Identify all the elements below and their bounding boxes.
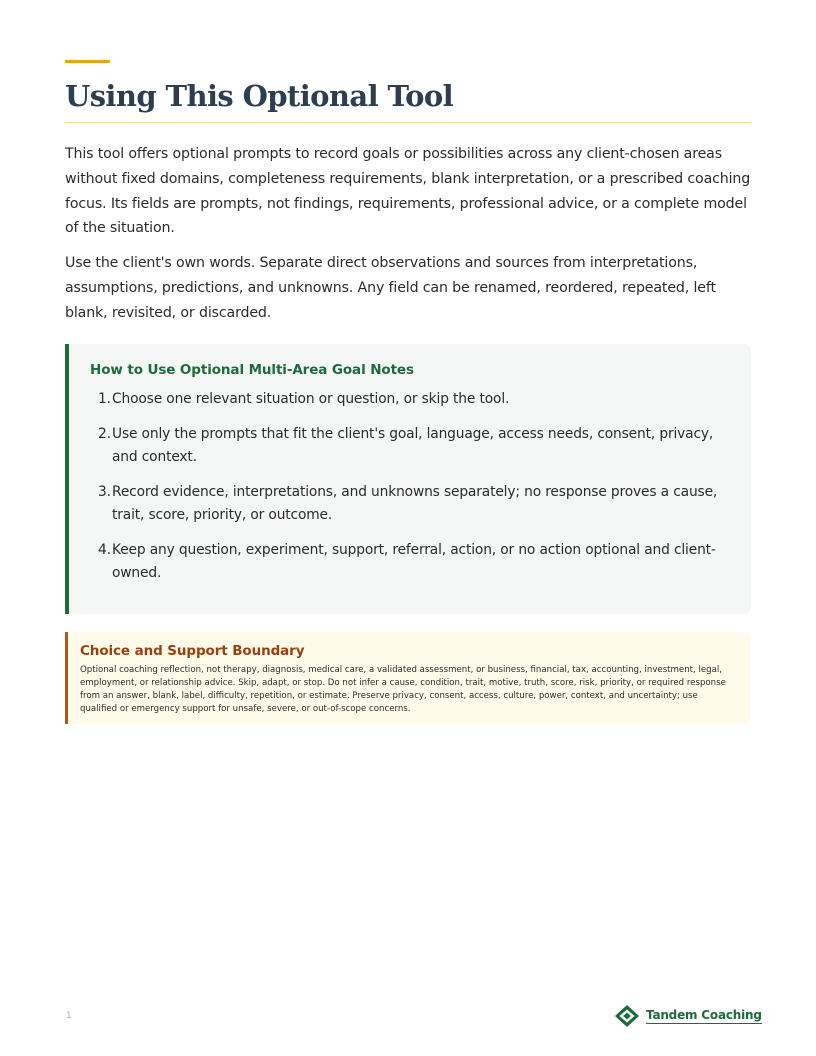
diamond-logo-icon: [614, 1004, 640, 1028]
intro-section: [65, 142, 751, 336]
how-to-heading: How to Use Optional Multi-Area Goal Notes: [90, 362, 414, 378]
step-text: Choose one relevant situation or question, or skip the tool.: [112, 391, 510, 407]
how-to-callout: [65, 344, 751, 614]
boundary-text: Optional coaching reflection, not therapy, diagnosis, medical care, a validated assessment, or business, financial, tax, accounting, investment, legal, employment, or relationship advice. Skip, adapt, or stop. Do not infer a cause, condition, trait, motive, truth, score, risk, priority, or required response from an answer, blank, label, difficulty, repetition, or estimate. Preserve privacy, consent, access, culture, power, context, and uncertainty; use qualified or emergency support for unsafe, severe, or out-of-scope concerns.: [80, 665, 726, 714]
step-text: Record evidence, interpretations, and unknowns separately; no response proves a cause, trait, score, priority, or outcome.: [112, 484, 718, 523]
step-number: 4.: [98, 542, 111, 558]
step-text: Keep any question, experiment, support, referral, action, or no action optional and client-owned.: [112, 542, 716, 581]
title-accent-bar: [65, 60, 110, 63]
list-item: [90, 539, 731, 585]
page-number: 1: [66, 1011, 72, 1021]
brand-footer: [614, 1004, 762, 1028]
list-item: [90, 423, 731, 469]
brand-name: Tandem Coaching: [646, 1008, 762, 1022]
boundary-heading: Choice and Support Boundary: [80, 643, 305, 659]
how-to-steps-list: [90, 388, 731, 585]
step-number: 1.: [98, 391, 111, 407]
list-item: [90, 388, 731, 411]
step-text: Use only the prompts that fit the client's goal, language, access needs, consent, privacy, and context.: [112, 426, 714, 465]
support-boundary-callout: [65, 632, 751, 724]
list-item: [90, 481, 731, 527]
page-title: Using This Optional Tool: [65, 79, 454, 113]
intro-paragraph: Use the client's own words. Separate direct observations and sources from interpretations, assumptions, predictions, and unknowns. Any field can be renamed, reordered, repeated, left blank, revisited, or discarded.: [65, 255, 716, 321]
title-divider: [65, 122, 751, 123]
step-number: 3.: [98, 484, 111, 500]
step-number: 2.: [98, 426, 111, 442]
intro-paragraph: This tool offers optional prompts to record goals or possibilities across any client-chosen areas without fixed domains, completeness requirements, blank interpretation, or a prescribed coaching focus. Its fields are prompts, not findings, requirements, professional advice, or a complete model of the situation.: [65, 146, 751, 237]
